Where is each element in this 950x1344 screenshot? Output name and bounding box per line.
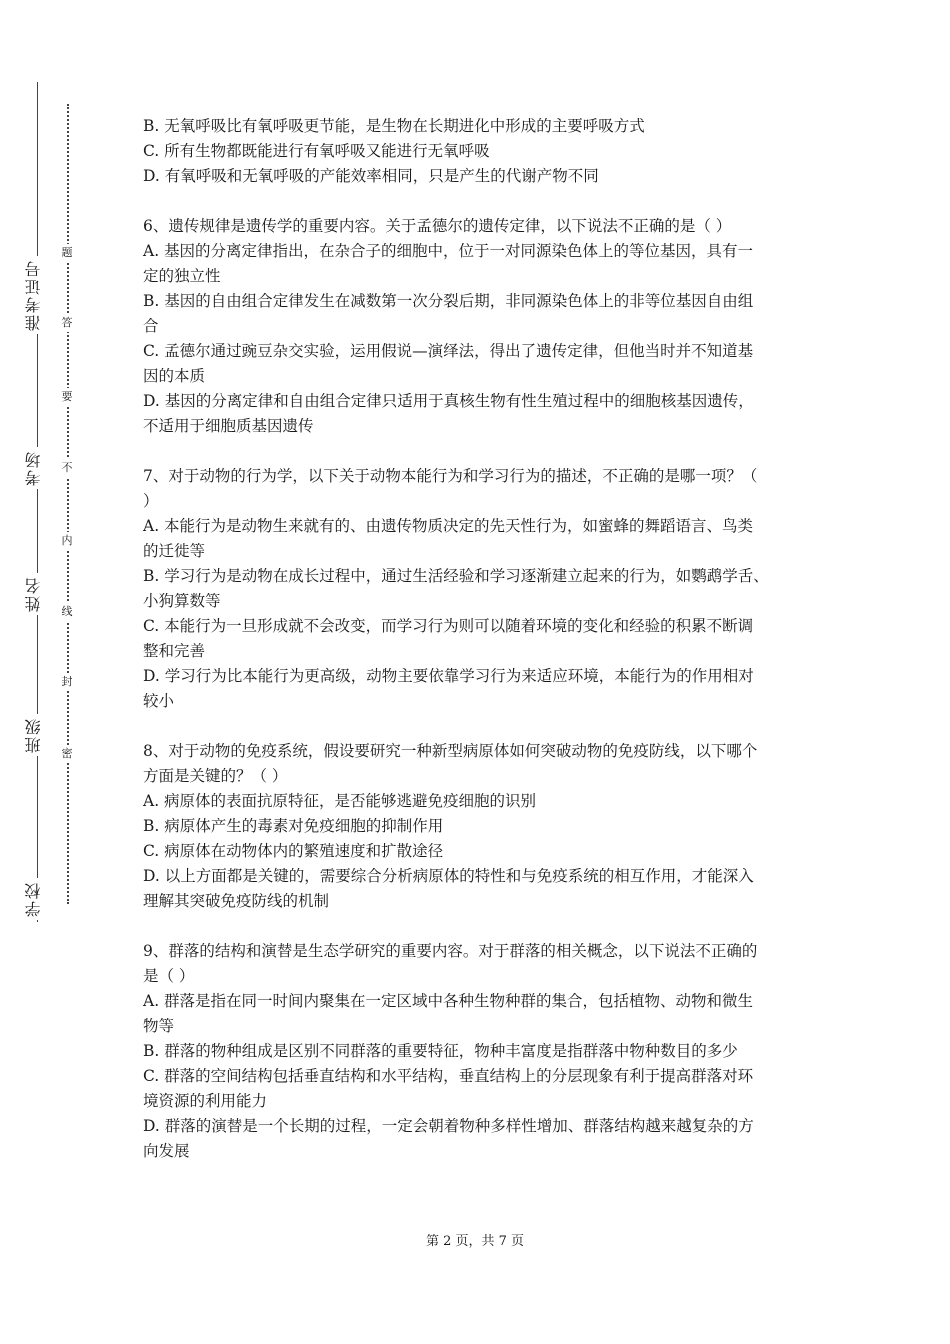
question-stem-cont: ） [143, 492, 159, 510]
option-b-cont: 小狗算数等 [143, 592, 221, 610]
option-line: D. 有氧呼吸和无氧呼吸的产能效率相同，只是产生的代谢产物不同 [143, 167, 599, 185]
option-b: B. 学习行为是动物在成长过程中，通过生活经验和学习逐渐建立起来的行为，如鹦鹉学舌、 [143, 567, 769, 585]
label-class: 班级 [22, 714, 52, 756]
option-b: B. 病原体产生的毒素对免疫细胞的抑制作用 [143, 817, 444, 835]
option-a: A. 本能行为是动物生来就有的、由遗传物质决定的先天性行为，如蜜蜂的舞蹈语言、鸟类 [143, 517, 754, 535]
option-d-cont: 理解其突破免疫防线的机制 [143, 892, 330, 910]
option-a: A. 病原体的表面抗原特征，是否能够逃避免疫细胞的识别 [143, 792, 537, 810]
seal-char-mi: 密 [58, 745, 76, 763]
option-d: D. 学习行为比本能行为更高级，动物主要依靠学习行为来适应环境，本能行为的作用相对 [143, 667, 754, 685]
question-8 [143, 739, 813, 914]
option-c: C. 群落的空间结构包括垂直结构和水平结构，垂直结构上的分层现象有利于提高群落对环 [143, 1067, 754, 1085]
option-c-cont: 因的本质 [143, 367, 206, 385]
label-exam-number: 准考证号 [22, 256, 52, 334]
question-stem-cont: 方面是关键的？（ ） [143, 767, 288, 785]
seal-char-bu: 不 [58, 459, 76, 477]
option-line: C. 所有生物都既能进行有氧呼吸又能进行无氧呼吸 [143, 142, 490, 160]
seal-char-yao: 要 [58, 388, 76, 406]
binding-margin [0, 0, 110, 1344]
page-footer: 第 2 页，共 7 页 [425, 1234, 525, 1249]
option-d: D. 群落的演替是一个长期的过程，一定会朝着物种多样性增加、群落结构越来越复杂的方 [143, 1117, 754, 1135]
question-stem: 8、对于动物的免疫系统，假设要研究一种新型病原体如何突破动物的免疫防线，以下哪个 [143, 742, 758, 760]
option-a: A. 基因的分离定律指出，在杂合子的细胞中，位于一对同源染色体上的等位基因，具有一 [143, 242, 754, 260]
option-c-cont: 境资源的利用能力 [143, 1092, 268, 1110]
seal-char-nei: 内 [58, 532, 76, 550]
option-d-cont: 向发展 [143, 1142, 190, 1160]
option-a-cont: 物等 [143, 1017, 175, 1035]
binding-solid-line [37, 82, 38, 922]
question-9 [143, 939, 813, 1164]
option-a-cont: 定的独立性 [143, 267, 221, 285]
label-name: 姓名 [22, 573, 52, 615]
question-stem: 9、群落的结构和演替是生态学研究的重要内容。对于群落的相关概念，以下说法不正确的 [143, 942, 758, 960]
option-b: B. 基因的自由组合定律发生在减数第一次分裂后期，非同源染色体上的非等位基因自由组 [143, 292, 754, 310]
seal-char-ti: 题 [58, 244, 76, 262]
question-stem-cont: 是（ ） [143, 967, 195, 985]
option-c: C. 本能行为一旦形成就不会改变，而学习行为则可以随着环境的变化和经验的积累不断调 [143, 617, 754, 635]
option-b-cont: 合 [143, 317, 159, 335]
option-d: D. 以上方面都是关键的，需要综合分析病原体的特性和与免疫系统的相互作用，才能深入 [143, 867, 754, 885]
seal-char-feng: 封 [58, 673, 76, 691]
option-d-cont: 不适用于细胞质基因遗传 [143, 417, 314, 435]
question-6 [143, 214, 813, 439]
seal-char-xian: 线 [58, 603, 76, 621]
continued-options [143, 114, 813, 189]
option-b: B. 群落的物种组成是区别不同群落的重要特征，物种丰富度是指群落中物种数目的多少 [143, 1042, 738, 1060]
option-c-cont: 整和完善 [143, 642, 206, 660]
option-a-cont: 的迁徙等 [143, 542, 206, 560]
label-school: 学校 [22, 878, 52, 920]
seal-dotted-line [67, 104, 69, 904]
option-d-cont: 较小 [143, 692, 175, 710]
option-a: A. 群落是指在同一时间内聚集在一定区域中各种生物种群的集合，包括植物、动物和微生 [143, 992, 754, 1010]
exam-content [143, 114, 813, 1164]
option-d: D. 基因的分离定律和自由组合定律只适用于真核生物有性生殖过程中的细胞核基因遗传， [143, 392, 754, 410]
option-line: B. 无氧呼吸比有氧呼吸更节能，是生物在长期进化中形成的主要呼吸方式 [143, 117, 645, 135]
label-exam-room: 考场 [22, 447, 52, 489]
question-stem: 7、对于动物的行为学，以下关于动物本能行为和学习行为的描述，不正确的是哪一项？（ [143, 467, 758, 485]
question-7 [143, 464, 813, 714]
question-stem: 6、遗传规律是遗传学的重要内容。关于孟德尔的遗传定律，以下说法不正确的是（ ） [143, 217, 732, 235]
seal-char-da: 答 [58, 314, 76, 332]
option-c: C. 孟德尔通过豌豆杂交实验，运用假说—演绎法，得出了遗传定律，但他当时并不知道基 [143, 342, 754, 360]
option-c: C. 病原体在动物体内的繁殖速度和扩散途径 [143, 842, 444, 860]
